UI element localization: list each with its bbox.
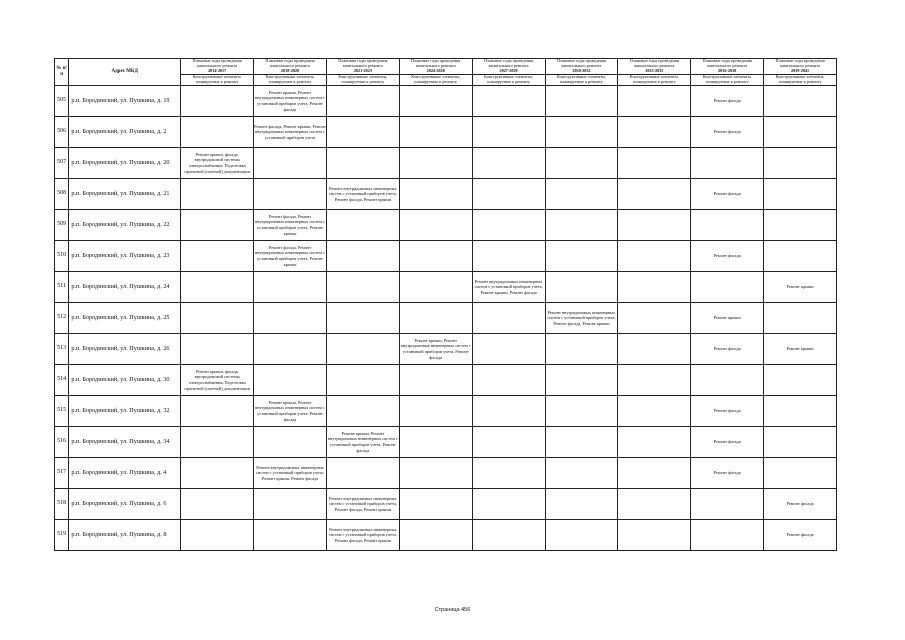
- row-number: 512: [55, 303, 69, 334]
- repair-cell: Ремонт фасада, Ремонт внутридомовых инженерных систем с установкой приборов учета, Ремонт крыши: [254, 241, 327, 272]
- header-period-caption: Плановые годы проведения капитального ремонта: [702, 58, 752, 69]
- repair-cell: [472, 396, 545, 427]
- header-period-3: [326, 59, 399, 75]
- header-period-years: 2024-2026: [426, 67, 445, 73]
- row-address: р.п. Бородинский, ул. Пушкина, д. 4: [69, 458, 181, 489]
- repair-cell: Ремонт внутридомовых инженерных систем с установкой приборов учета, Ремонт фасада, Ремонт крыши: [545, 303, 618, 334]
- row-address: р.п. Бородинский, ул. Пушкина, д. 22: [69, 210, 181, 241]
- repair-cell: [691, 272, 764, 303]
- header-period-7: [618, 59, 691, 75]
- repair-cell: [618, 489, 691, 520]
- header-period-years: 2030-2032: [572, 67, 591, 73]
- repair-cell: [399, 272, 472, 303]
- repair-cell: [254, 272, 327, 303]
- row-address: р.п. Бородинский, ул. Пушкина, д. 24: [69, 272, 181, 303]
- repair-cell: [545, 117, 618, 148]
- repair-cell: [326, 303, 399, 334]
- repair-cell: [181, 241, 254, 272]
- repair-cell: [254, 520, 327, 551]
- table-row: [55, 148, 837, 179]
- repair-cell: Ремонт внутридомовых инженерных систем с установкой приборов учета, Ремонт крыши, Ремонт фасада: [254, 458, 327, 489]
- repair-cell: [618, 272, 691, 303]
- repair-cell: [618, 427, 691, 458]
- repair-cell: [399, 148, 472, 179]
- repair-cell: [472, 210, 545, 241]
- repair-cell: [181, 86, 254, 117]
- repair-cell: [254, 427, 327, 458]
- repair-cell: Ремонт крыши, фасада, внутридомовой системы электроснабжения. Подготовка проектной (сметной) документации: [181, 148, 254, 179]
- repair-cell: [545, 396, 618, 427]
- repair-cell: [472, 489, 545, 520]
- repair-cell: Ремонт фасада, Ремонт крыши, Ремонт внутридомовых инженерных систем с установкой приборов учета: [254, 117, 327, 148]
- table-row: [55, 396, 837, 427]
- repair-cell: [472, 365, 545, 396]
- repair-cell: [181, 334, 254, 365]
- repair-cell: [472, 86, 545, 117]
- repair-cell: [472, 179, 545, 210]
- repair-cell: Ремонт внутридомовых инженерных систем с установкой приборов учета, Ремонт фасада, Ремонт крыши: [326, 489, 399, 520]
- repair-cell: [545, 272, 618, 303]
- header-period-6: [545, 59, 618, 75]
- repair-cell: [618, 334, 691, 365]
- repair-cell: [181, 210, 254, 241]
- row-number: 511: [55, 272, 69, 303]
- row-number: 507: [55, 148, 69, 179]
- row-number: 505: [55, 86, 69, 117]
- repair-cell: [399, 179, 472, 210]
- repair-cell: [326, 210, 399, 241]
- repair-cell: Ремонт крыши, Ремонт внутридомовых инженерных систем с установкой приборов учета, Ремонт фасада: [399, 334, 472, 365]
- repair-cell: Ремонт фасада: [764, 489, 837, 520]
- repair-cell: [764, 458, 837, 489]
- row-address: р.п. Бородинский, ул. Пушкина, д. 21: [69, 179, 181, 210]
- repair-cell: [181, 427, 254, 458]
- table-row: [55, 303, 837, 334]
- repair-cell: [181, 396, 254, 427]
- row-address: р.п. Бородинский, ул. Пушкина, д. 25: [69, 303, 181, 334]
- repair-cell: [254, 303, 327, 334]
- header-elements-caption: Конструктивные элементы, планируемые к ремонту: [181, 75, 254, 86]
- repair-cell: [618, 210, 691, 241]
- repair-cell: [618, 241, 691, 272]
- repair-cell: [764, 241, 837, 272]
- repair-cell: [545, 334, 618, 365]
- repair-cell: [545, 148, 618, 179]
- repair-cell: [399, 520, 472, 551]
- repair-cell: [545, 241, 618, 272]
- header-period-caption: Плановые годы проведения капитального ремонта: [484, 58, 534, 69]
- repair-cell: Ремонт фасада: [691, 458, 764, 489]
- repair-cell: [472, 148, 545, 179]
- header-elements-caption: Конструктивные элементы, планируемые к ремонту: [472, 75, 545, 86]
- row-address: р.п. Бородинский, ул. Пушкина, д. 6: [69, 489, 181, 520]
- repair-cell: [691, 210, 764, 241]
- repair-cell: [399, 458, 472, 489]
- repair-cell: [399, 303, 472, 334]
- repair-cell: Ремонт фасада: [691, 241, 764, 272]
- row-number: 515: [55, 396, 69, 427]
- repair-cell: [691, 489, 764, 520]
- repair-cell: [618, 117, 691, 148]
- repair-cell: Ремонт крыши: [764, 334, 837, 365]
- repair-cell: Ремонт внутридомовых инженерных систем с установкой приборов учета, Ремонт фасада, Ремонт крыши: [326, 179, 399, 210]
- row-address: р.п. Бородинский, ул. Пушкина, д. 8: [69, 520, 181, 551]
- repair-cell: Ремонт фасада, Ремонт внутридомовых инженерных систем с установкой приборов учета, Ремонт крыши: [254, 210, 327, 241]
- repair-cell: [181, 179, 254, 210]
- repair-cell: [472, 458, 545, 489]
- row-number: 506: [55, 117, 69, 148]
- header-elements-caption: Конструктивные элементы, планируемые к ремонту: [254, 75, 327, 86]
- row-address: р.п. Бородинский, ул. Пушкина, д. 23: [69, 241, 181, 272]
- repair-cell: [545, 427, 618, 458]
- row-number: 513: [55, 334, 69, 365]
- table-row: [55, 272, 837, 303]
- repair-cell: [254, 148, 327, 179]
- header-elements-caption: Конструктивные элементы, планируемые к ремонту: [764, 75, 837, 86]
- row-number: 516: [55, 427, 69, 458]
- header-period-caption: Плановые годы проведения капитального ремонта: [265, 58, 315, 69]
- repair-cell: Ремонт фасада: [691, 334, 764, 365]
- repair-cell: [399, 365, 472, 396]
- header-period-caption: Плановые годы проведения капитального ремонта: [775, 58, 825, 69]
- repair-cell: [399, 396, 472, 427]
- repair-cell: [764, 210, 837, 241]
- header-period-years: 2027-2029: [499, 67, 518, 73]
- repair-cell: [472, 520, 545, 551]
- header-period-caption: Плановые годы проведения капитального ремонта: [338, 58, 388, 69]
- repair-cell: [764, 117, 837, 148]
- repair-cell: [472, 241, 545, 272]
- page-footer: [0, 607, 905, 613]
- repair-cell: [764, 148, 837, 179]
- repair-cell: [472, 117, 545, 148]
- repair-cell: Ремонт крыши, Ремонт внутридомовых инженерных систем с установкой приборов учета, Ремонт фасада: [254, 86, 327, 117]
- table-row: [55, 179, 837, 210]
- repair-cell: [618, 303, 691, 334]
- header-address: Адрес МКД: [69, 59, 181, 86]
- header-period-years: 2018-2020: [280, 67, 300, 73]
- header-period-caption: Плановые годы проведения капитального ремонта: [411, 58, 461, 69]
- repair-cell: [254, 334, 327, 365]
- header-elements-caption: Конструктивные элементы, планируемые к ремонту: [399, 75, 472, 86]
- table-row: [55, 365, 837, 396]
- repair-cell: [399, 86, 472, 117]
- row-number: 509: [55, 210, 69, 241]
- table-row: [55, 334, 837, 365]
- row-address: р.п. Бородинский, ул. Пушкина, д. 20: [69, 148, 181, 179]
- table-row: [55, 489, 837, 520]
- table-row: [55, 210, 837, 241]
- repair-cell: [764, 427, 837, 458]
- row-number: 519: [55, 520, 69, 551]
- header-period-5: [472, 59, 545, 75]
- repair-cell: [181, 458, 254, 489]
- repair-cell: Ремонт фасада: [691, 86, 764, 117]
- repair-cell: Ремонт внутридомовых инженерных систем с установкой приборов учета, Ремонт фасада, Ремонт крыши: [326, 520, 399, 551]
- repair-cell: [399, 210, 472, 241]
- repair-cell: [399, 427, 472, 458]
- repair-cell: [764, 365, 837, 396]
- table-row: [55, 427, 837, 458]
- repair-cell: [618, 458, 691, 489]
- repair-cell: [764, 86, 837, 117]
- repair-cell: [545, 489, 618, 520]
- header-period-9: [764, 59, 837, 75]
- header-elements-caption: Конструктивные элементы, планируемые к ремонту: [691, 75, 764, 86]
- row-number: 510: [55, 241, 69, 272]
- page-number: Страница 456: [434, 607, 471, 613]
- repair-cell: Ремонт внутридомовых инженерных систем с установкой приборов учета, Ремонт крыши, Ремонт фасада: [472, 272, 545, 303]
- repair-cell: [181, 520, 254, 551]
- repair-cell: [254, 365, 327, 396]
- row-number: 517: [55, 458, 69, 489]
- repair-cell: Ремонт крыши: [764, 272, 837, 303]
- repair-cell: [618, 520, 691, 551]
- repair-cell: [764, 179, 837, 210]
- repair-cell: Ремонт фасада: [691, 427, 764, 458]
- repair-cell: [254, 179, 327, 210]
- table-row: [55, 117, 837, 148]
- header-elements-caption: Конструктивные элементы, планируемые к ремонту: [326, 75, 399, 86]
- header-period-years: 2014-2017: [208, 67, 227, 73]
- repair-cell: [764, 303, 837, 334]
- repair-cell: Ремонт фасада: [691, 396, 764, 427]
- header-period-caption: Плановые годы проведения капитального ремонта: [556, 58, 607, 69]
- repair-cell: [326, 396, 399, 427]
- repair-cell: [326, 365, 399, 396]
- repair-cell: [399, 117, 472, 148]
- table-row: [55, 458, 837, 489]
- repair-cell: [545, 520, 618, 551]
- repair-cell: [326, 458, 399, 489]
- repair-cell: [691, 148, 764, 179]
- row-address: р.п. Бородинский, ул. Пушкина, д. 30: [69, 365, 181, 396]
- row-address: р.п. Бородинский, ул. Пушкина, д. 2: [69, 117, 181, 148]
- row-number: 508: [55, 179, 69, 210]
- header-period-1: [181, 59, 254, 75]
- repair-schedule-table: [54, 58, 837, 551]
- repair-cell: [181, 117, 254, 148]
- row-number: 514: [55, 365, 69, 396]
- repair-cell: [545, 179, 618, 210]
- repair-cell: [472, 303, 545, 334]
- row-address: р.п. Бородинский, ул. Пушкина, д. 19: [69, 86, 181, 117]
- repair-cell: [472, 334, 545, 365]
- header-period-years: 2036-2038: [718, 67, 737, 73]
- repair-cell: [545, 458, 618, 489]
- repair-cell: [691, 365, 764, 396]
- repair-cell: Ремонт крыши, Ремонт внутридомовых инженерных систем с установкой приборов учета, Ремонт фасада: [326, 427, 399, 458]
- repair-cell: Ремонт крыши, фасада, внутридомовой системы электроснабжения. Подготовка проектной (сметной) документации: [181, 365, 254, 396]
- repair-cell: Ремонт крыши: [691, 303, 764, 334]
- header-period-4: [399, 59, 472, 75]
- repair-cell: [545, 86, 618, 117]
- repair-cell: [399, 489, 472, 520]
- repair-cell: [181, 272, 254, 303]
- table-body: [55, 86, 837, 551]
- repair-cell: [764, 396, 837, 427]
- table-row: [55, 86, 837, 117]
- repair-cell: [618, 179, 691, 210]
- table-row: [55, 520, 837, 551]
- header-num: № п/п: [55, 59, 69, 86]
- header-period-caption: Плановые годы проведения капитального ремонта: [629, 58, 679, 69]
- repair-cell: [326, 272, 399, 303]
- repair-cell: [326, 148, 399, 179]
- repair-cell: [181, 489, 254, 520]
- header-elements-caption: Конструктивные элементы, планируемые к ремонту: [545, 75, 618, 86]
- repair-cell: [618, 396, 691, 427]
- repair-cell: [691, 520, 764, 551]
- repair-cell: [326, 117, 399, 148]
- repair-cell: Ремонт фасада: [764, 520, 837, 551]
- repair-cell: Ремонт фасада: [691, 117, 764, 148]
- repair-cell: [618, 86, 691, 117]
- row-address: р.п. Бородинский, ул. Пушкина, д. 32: [69, 396, 181, 427]
- repair-cell: [326, 334, 399, 365]
- repair-cell: Ремонт крыши, Ремонт внутридомовых инженерных систем с установкой приборов учета, Ремонт фасада: [254, 396, 327, 427]
- repair-cell: Ремонт фасада: [691, 179, 764, 210]
- header-elements-caption: Конструктивные элементы, планируемые к ремонту: [618, 75, 691, 86]
- table-row: [55, 241, 837, 272]
- capital-repair-table-page: [54, 58, 837, 551]
- header-period-8: [691, 59, 764, 75]
- row-number: 518: [55, 489, 69, 520]
- header-period-years: 2039-2041: [790, 67, 810, 73]
- header-period-2: [254, 59, 327, 75]
- repair-cell: [326, 241, 399, 272]
- header-period-years: 2021-2023: [353, 67, 372, 73]
- repair-cell: [326, 86, 399, 117]
- repair-cell: [545, 365, 618, 396]
- table-header: [55, 59, 837, 86]
- repair-cell: [399, 241, 472, 272]
- repair-cell: [618, 148, 691, 179]
- row-address: р.п. Бородинский, ул. Пушкина, д. 34: [69, 427, 181, 458]
- repair-cell: [181, 303, 254, 334]
- repair-cell: [618, 365, 691, 396]
- repair-cell: [254, 489, 327, 520]
- header-period-years: 2033-2035: [645, 67, 664, 73]
- repair-cell: [472, 427, 545, 458]
- repair-cell: [545, 210, 618, 241]
- row-address: р.п. Бородинский, ул. Пушкина, д. 26: [69, 334, 181, 365]
- header-period-caption: Плановые годы проведения капитального ремонта: [192, 58, 242, 69]
